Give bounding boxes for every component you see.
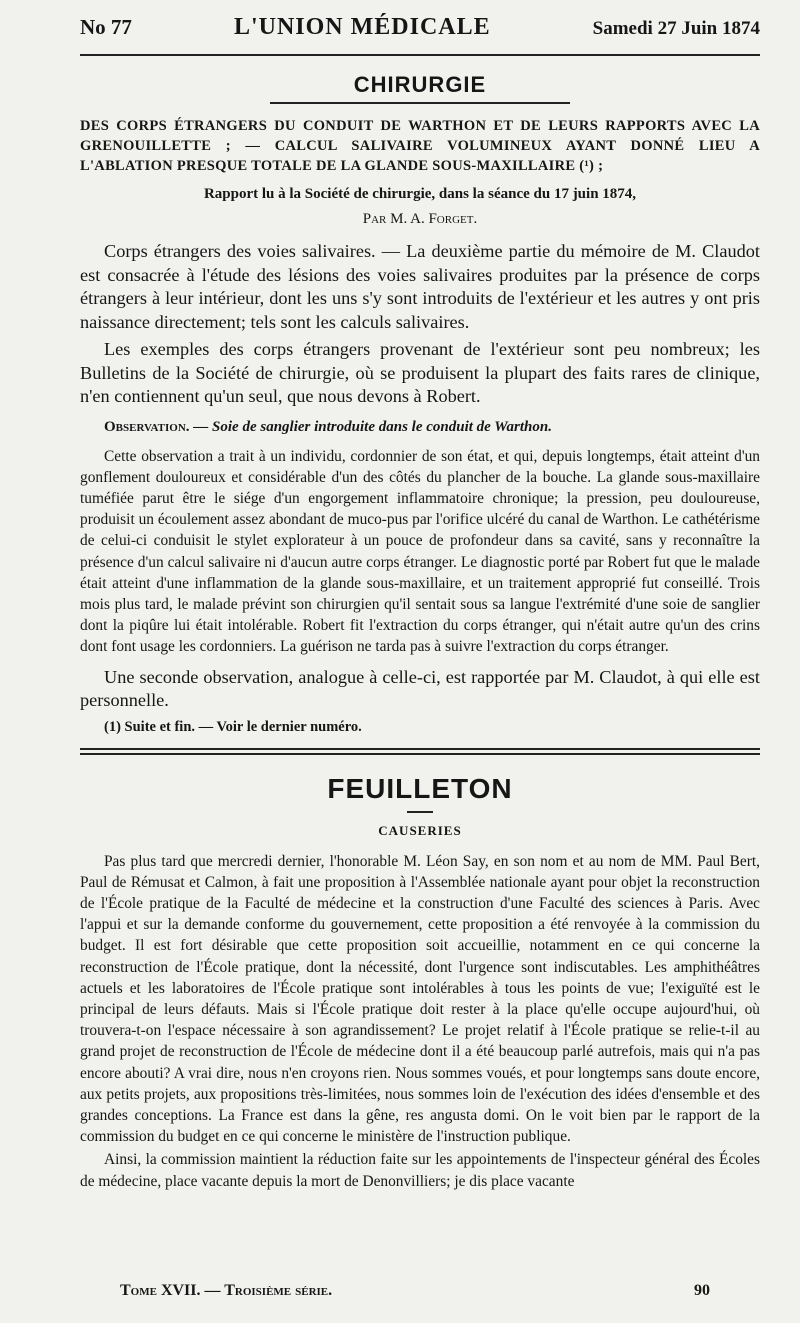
page-number: 90 bbox=[694, 1282, 710, 1299]
section-rule bbox=[270, 102, 570, 104]
observation-text: Cette observation a trait à un individu, cordonnier de son état, et qui, depuis longtemps, était atteint d'un gonflement douloureux et considérable d'un des côtés du plancher de la bouche. La glande sous-maxillaire tuméfiée parut être le siége d'un engorgement inflammatoire chronique; la pression, peu douloureuse, produisit un écoulement assez abondant de muco-pus par l'orifice ulcéré du canal de Warthon. Le cathétérisme de celui-ci conduisit le stylet explorateur à un pouce de profondeur dans sa cavité, sans y reconnaître la présence d'un calcul salivaire ni d'aucun autre corps étranger. Le diagnostic porté par Robert fut que le malade était atteint d'une inflammation de la glande sous-maxillaire, et un traitement approprié fut conseillé. Trois mois plus tard, le malade prévint son chirurgien qu'il sentait sous sa langue l'extrémité d'une soie de sanglier dont la piqûre lui était intolérable. Robert fit l'extraction du corps étranger, qui n'était autre qu'un des crins dont font usage les cordonniers. La guérison ne tarda pas à suivre l'extraction du corps étranger. bbox=[80, 447, 760, 656]
causeries-heading: CAUSERIES bbox=[378, 822, 462, 838]
issue-date: Samedi 27 Juin 1874 bbox=[592, 18, 760, 39]
paragraph-2: Les exemples des corps étrangers provenant de l'extérieur sont peu nombreux; les Bulletins de la Société de chirurgie, où se produisent la plupart des faits rares de clinique, n'en contiennent qu'un seul, que nous devons à Robert. bbox=[80, 339, 760, 406]
report-line: Rapport lu à la Société de chirurgie, dans la séance du 17 juin 1874, bbox=[203, 186, 637, 202]
page-footer bbox=[120, 1282, 710, 1300]
feuilleton-paragraph-2: Ainsi, la commission maintient la réduction faite sur les appointements de l'inspecteur général des Écoles de médecine, place vacante depuis la mort de Denonvilliers; je dis place vacante bbox=[80, 1151, 760, 1190]
header-rule bbox=[80, 54, 760, 56]
author-line: Par M. A. Forget. bbox=[362, 211, 478, 227]
paragraph-3: Une seconde observation, analogue à celle-ci, est rapportée par M. Claudot, à qui elle est personnelle. bbox=[80, 666, 760, 711]
section-title: CHIRURGIE bbox=[353, 72, 487, 97]
feuilleton-underline bbox=[407, 811, 433, 813]
journal-title: L'UNION MÉDICALE bbox=[233, 14, 491, 40]
observation-label: Observation. bbox=[104, 418, 190, 435]
volume-label: Tome XVII. — Troisième série. bbox=[120, 1282, 333, 1299]
issue-number: No 77 bbox=[80, 15, 132, 39]
article-title: DES CORPS ÉTRANGERS DU CONDUIT DE WARTHON ET DE LEURS RAPPORTS AVEC LA GRENOUILLETTE ; — CALCUL SALIVAIRE VOLUMINEUX AYANT DONNÉ LIEU A L'ABLATION PRESQUE TOTALE DE LA GLANDE SOUS-MAXILLAIRE (¹) ; bbox=[80, 118, 760, 174]
masthead bbox=[80, 14, 760, 54]
feuilleton-title: FEUILLETON bbox=[327, 772, 513, 804]
footnote: (1) Suite et fin. — Voir le dernier numéro. bbox=[104, 718, 362, 735]
feuilleton-paragraph-1: Pas plus tard que mercredi dernier, l'honorable M. Léon Say, en son nom et au nom de MM. Paul Bert, Paul de Rémusat et Calmon, à fait une proposition à l'Assemblée nationale ayant pour objet la reconstruction de l'École pratique de la Faculté de médecine et la construction d'une Faculté des sciences à Paris. Avec l'appui et sur la demande conforme du gouvernement, cette proposition a été renvoyée à la commission du budget. Il est fort désirable que cette proposition soit accueillie, notamment en ce qui concerne la reconstruction de l'École pratique, dont la nécessité, dont l'urgence sont indiscutables. Les amphithéâtres actuels et les laboratoires de l'École pratique sont intolérables à tous les points de vue; l'exiguïté est le principal de leurs défauts. Mais si l'École pratique doit rester à la place qu'elle occupe aujourd'hui, où trouvera-t-on l'espace nécessaire à son agrandissement? Le projet relatif à l'École pratique se relie-t-il au grand projet de reconstruction de l'École de médecine dont il a été beaucoup parlé autrefois, mais qui n'a pas encore abouti? A vrai dire, nous n'en croyons rien. Nous sommes voués, et pour longtemps sans doute encore, aux petits projets, aux propositions très-limitées, nous sommes loin de l'exécution des idées d'ensemble et des grandes conceptions. La France est dans la gêne, res angusta domi. On le voit bien par le rapport de la commission du budget en ce qui concerne le ministère de l'instruction publique. bbox=[80, 852, 760, 1146]
paragraph-1: Corps étrangers des voies salivaires. — La deuxième partie du mémoire de M. Claudot est consacrée à l'étude des lésions des voies salivaires produites par la présence de corps étrangers à leur intérieur, dont les uns s'y sont introduits de l'extérieur et les autres y ont pris naissance directement; tels sont les calculs salivaires. bbox=[80, 241, 760, 332]
feuilleton-rule bbox=[80, 748, 760, 755]
observation-heading bbox=[104, 419, 760, 436]
observation-title: — Soie de sanglier introduite dans le conduit de Warthon. bbox=[189, 418, 552, 435]
